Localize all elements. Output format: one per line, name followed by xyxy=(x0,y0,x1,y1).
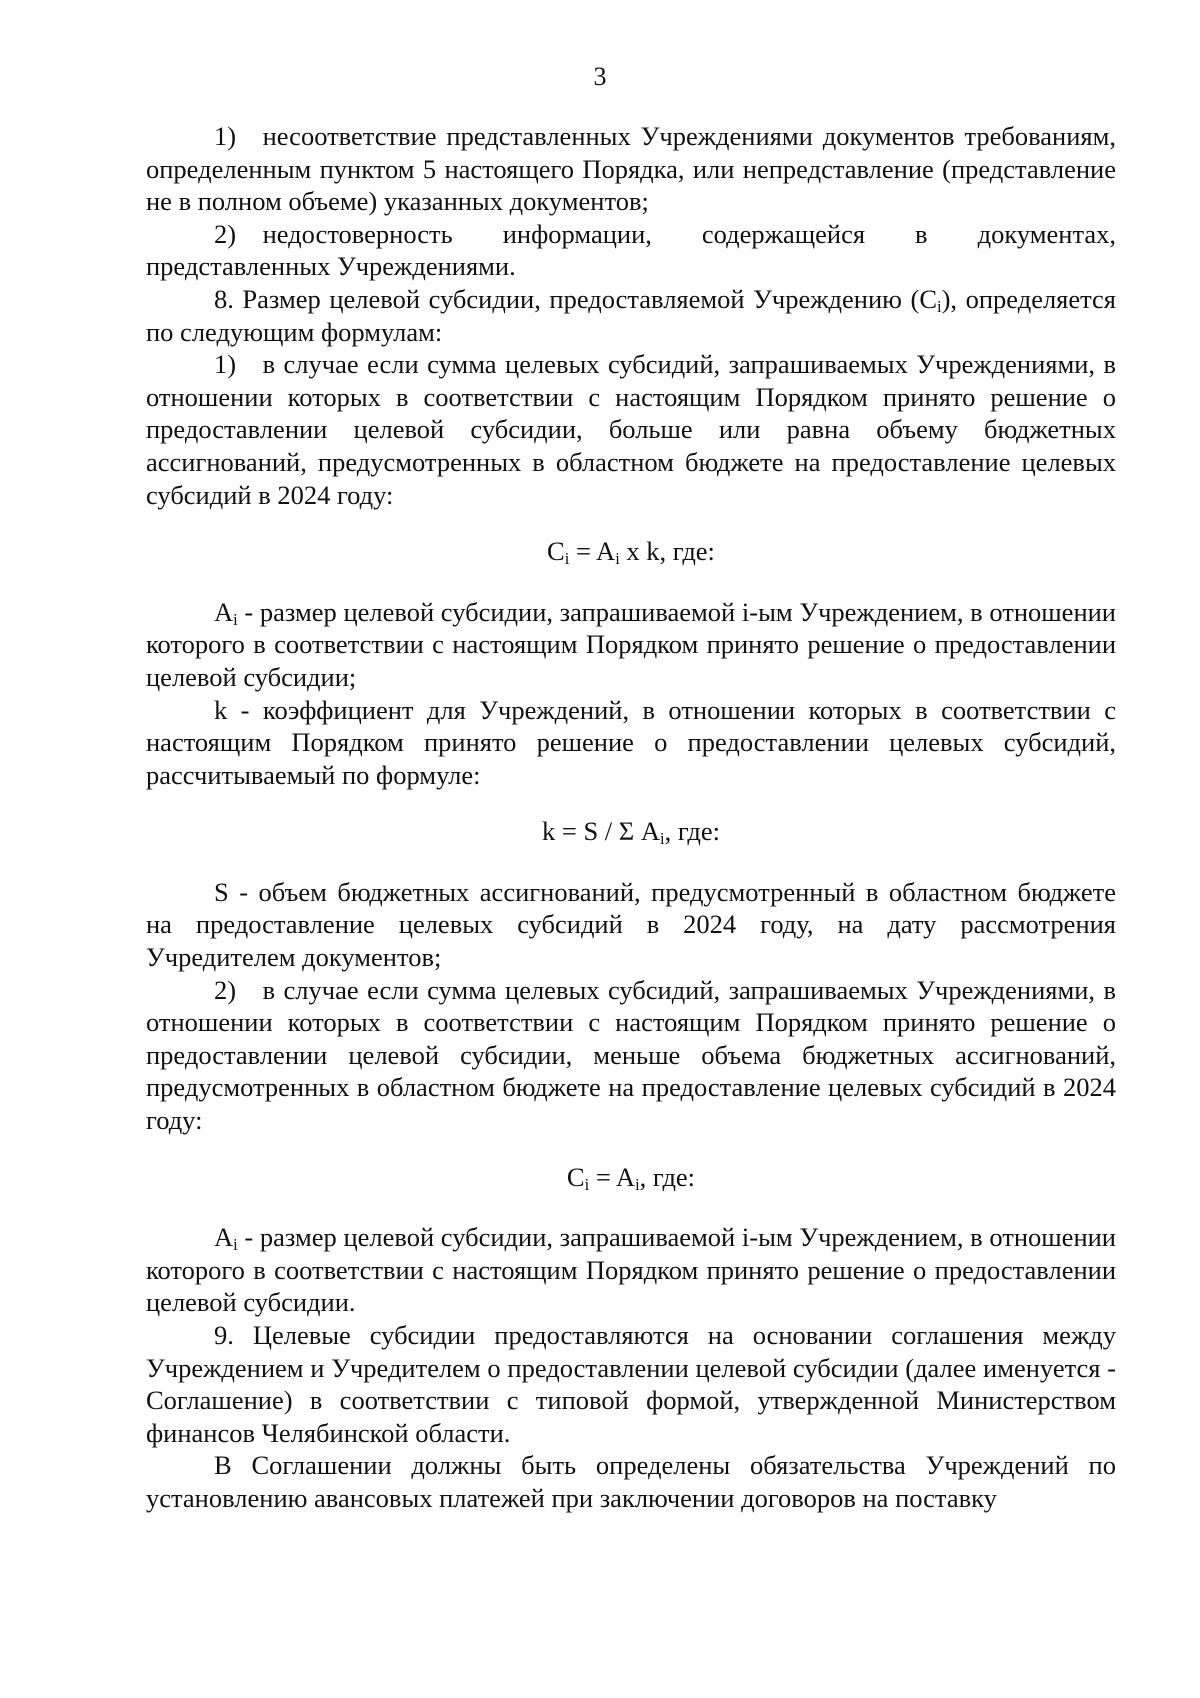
paragraph-8-subsidy-size xyxy=(146,283,1116,348)
formula-k xyxy=(146,791,1116,876)
paragraph-case-2: 2) в случае если сумма целевых субсидий, запрашиваемых Учреждениями, в отношении которых в соответствии с настоящим Порядком принято решение о предоставлении целевой субсидии, меньше объема бюджетных ассигнований, предусмотренных в областном бюджете на предоставление целевых субсидий в 2024 году: xyxy=(146,974,1116,1136)
paragraph-9-agreement: 9. Целевые субсидии предоставляются на основании соглашения между Учреждением и Учредителем о предоставлении целевой субсидии (далее именуется - Соглашение) в соответствии с типовой формой, утвержденной Министерством финансов Челябинской области. xyxy=(146,1320,1116,1448)
formula-ci-ai xyxy=(146,1137,1116,1222)
subscript-i: i xyxy=(635,1174,640,1194)
page-number: 3 xyxy=(593,62,607,91)
subscript-i: i xyxy=(659,829,665,849)
paragraph-item-2-unreliable-info: 2) недостоверность информации, содержащейся в документах, представленных Учреждениями. xyxy=(146,218,1116,282)
formula-3-equals-a: = A xyxy=(589,1161,636,1192)
subscript-i: i xyxy=(233,609,238,629)
paragraph-item-1-rejection-grounds: 1) несоответствие представленных Учреждениями документов требованиям, определенным пунктом 5 настоящего Порядка, или непредставление (представление не в полном объеме) указанных документов; xyxy=(146,121,1116,217)
definition-k: k - коэффициент для Учреждений, в отношении которых в соответствии с настоящим Порядком принято решение о предоставлении целевых субсидий, рассчитываемый по формуле: xyxy=(146,694,1116,790)
definition-ai-2 xyxy=(146,1221,1116,1319)
subscript-i: i xyxy=(615,549,620,569)
formula-1-c: C xyxy=(547,536,565,567)
paragraph-8-text: 8. Размер целевой субсидии, предоставляемой Учреждению (C xyxy=(214,283,938,314)
subscript-i: i xyxy=(564,549,570,569)
formula-3-tail: , где: xyxy=(639,1161,696,1192)
definition-ai-text: - размер целевой субсидии, запрашиваемой i-ым Учреждением, в отношении которого в соответствии с настоящим Порядком принято решение о предоставлении целевой субсидии. xyxy=(146,1222,1116,1318)
definition-ai-1 xyxy=(146,596,1116,694)
paragraph-case-1: 1) в случае если сумма целевых субсидий, запрашиваемых Учреждениями, в отношении которых в соответствии с настоящим Порядком принято решение о предоставлении целевой субсидии, больше или равна объему бюджетных ассигнований, предусмотренных в областном бюджете на предоставление целевых субсидий в 2024 году: xyxy=(146,349,1116,510)
subscript-i: i xyxy=(937,297,942,317)
formula-2-main: k = S / Σ A xyxy=(542,816,660,847)
formula-1-equals-a: = A xyxy=(569,536,616,567)
definition-ai-symbol: A xyxy=(214,1222,234,1253)
document-body xyxy=(146,120,1116,1515)
definition-s: S - объем бюджетных ассигнований, предусмотренный в областном бюджете на предоставление целевых субсидий в 2024 году, на дату рассмотрения Учредителем документов; xyxy=(146,876,1116,973)
subscript-i: i xyxy=(233,1235,238,1255)
formula-2-tail: , где: xyxy=(664,816,720,847)
formula-ci-ai-k xyxy=(146,511,1116,596)
definition-ai-symbol: A xyxy=(214,596,234,627)
formula-1-tail: x k, где: xyxy=(619,536,715,567)
paragraph-8-tail: ), определяется по следующим формулам: xyxy=(146,283,1116,347)
definition-ai-text: - размер целевой субсидии, запрашиваемой i-ым Учреждением, в отношении которого в соответствии с настоящим Порядком принято решение о предоставлении целевой субсидии; xyxy=(146,596,1116,692)
paragraph-agreement-obligations: В Соглашении должны быть определены обязательства Учреждений по установлению авансовых платежей при заключении договоров на поставку xyxy=(146,1450,1116,1513)
formula-3-c: C xyxy=(566,1161,585,1192)
subscript-i: i xyxy=(584,1174,590,1194)
